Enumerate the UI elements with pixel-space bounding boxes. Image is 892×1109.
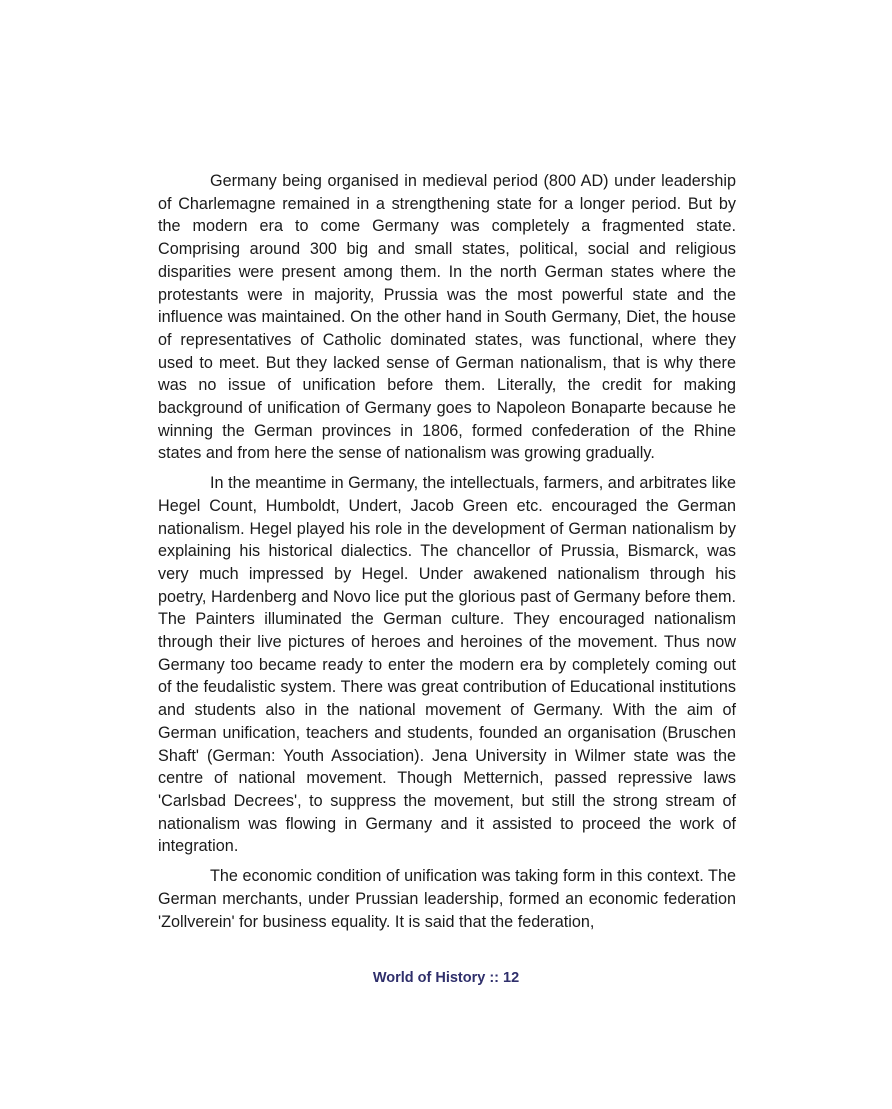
paragraph-german-nationalism-intellectuals: In the meantime in Germany, the intellectuals, farmers, and arbitrates like Hegel Count, Humboldt, Undert, Jacob Green etc. encouraged the German nationalism. Hegel played his role in the development of German nationalism by explaining his historical dialectics. The chancellor of Prussia, Bismarck, was very much impressed by Hegel. Under awakened nationalism through his poetry, Hardenberg and Novo lice put the glorious past of Germany before them. The Painters illuminated the German culture. They encouraged nationalism through their live pictures of heroes and heroines of the movement. Thus now Germany too became ready to enter the modern era by completely coming out of the feudalistic system. There was great contribution of Educational institutions and students also in the national movement of Germany. With the aim of German unification, teachers and students, founded an organisation (Bruschen Shaft' (German: Youth Association). Jena University in Wilmer state was the centre of national movement. Though Metternich, passed repressive laws 'Carlsbad Decrees', to suppress the movement, but still the strong stream of nationalism was flowing in Germany and it assisted to proceed the work of integration. xyxy=(158,474,736,856)
page-footer: World of History :: 12 xyxy=(372,970,520,986)
paragraph-german-medieval-background: Germany being organised in medieval period (800 AD) under leadership of Charlemagne remained in a strengthening state for a longer period. But by the modern era to come Germany was completely a fragmented state. Comprising around 300 big and small states, political, social and religious disparities were present among them. In the north German states where the protestants were in majority, Prussia was the most powerful state and the influence was maintained. On the other hand in South Germany, Diet, the house of representatives of Catholic dominated states, was functional, where they used to meet. But they lacked sense of German nationalism, that is why there was no issue of unification before them. Literally, the credit for making background of unification of Germany goes to Napoleon Bonaparte because he winning the German provinces in 1806, formed confederation of the Rhine states and from here the sense of nationalism was growing gradually. xyxy=(158,172,736,463)
paragraph-economic-condition-unification: The economic condition of unification was taking form in this context. The German merchants, under Prussian leadership, formed an economic federation 'Zollverein' for business equality. It is said that the federation, xyxy=(158,867,736,931)
body-text xyxy=(158,170,736,940)
